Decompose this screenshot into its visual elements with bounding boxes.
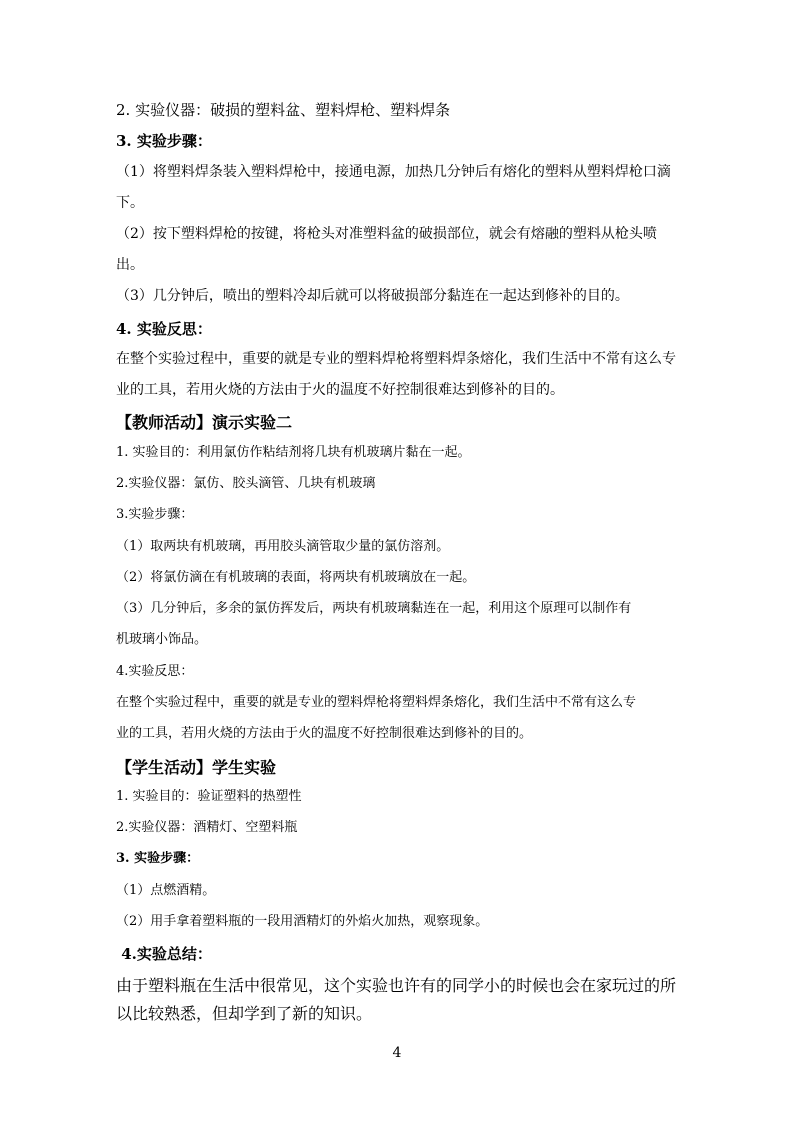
step-line: （2）将氯仿滴在有机玻璃的表面，将两块有机玻璃放在一起。 xyxy=(116,570,476,585)
page-number: 4 xyxy=(392,1045,402,1061)
purpose-line: 1. 实验目的：利用氯仿作粘结剂将几块有机玻璃片黏在一起。 xyxy=(116,445,471,460)
section-heading-student: 【学生活动】学生实验 xyxy=(116,758,277,777)
steps-heading: 3. 实验步骤： xyxy=(116,851,200,866)
equipment-line: 2. 实验仪器：破损的塑料盆、塑料焊枪、塑料焊条 xyxy=(116,101,451,119)
step-line: （2）用手拿着塑料瓶的一段用酒精灯的外焰火加热，观察现象。 xyxy=(116,914,489,929)
step-line: （1）取两块有机玻璃，再用胶头滴管取少量的氯仿溶剂。 xyxy=(116,539,450,554)
equipment-line: 2.实验仪器：酒精灯、空塑料瓶 xyxy=(116,820,298,835)
paragraph-line: 在整个实验过程中，重要的就是专业的塑料焊枪将塑料焊条熔化，我们生活中不常有这么专 xyxy=(116,351,676,367)
steps-heading: 3. 实验步骤： xyxy=(116,132,212,150)
paragraph-line: 业的工具，若用火烧的方法由于火的温度不好控制很难达到修补的目的。 xyxy=(116,382,564,398)
paragraph-line: 在整个实验过程中，重要的就是专业的塑料焊枪将塑料焊条熔化，我们生活中不常有这么专 xyxy=(116,695,637,710)
section-heading-teacher: 【教师活动】演示实验二 xyxy=(116,413,293,432)
step-line: （2）按下塑料焊枪的按键，将枪头对准塑料盆的破损部位，就会有熔融的塑料从枪头喷 xyxy=(116,226,657,242)
step-line: （1）点燃酒精。 xyxy=(116,883,216,898)
steps-heading: 3.实验步骤： xyxy=(116,507,194,522)
step-line: 出。 xyxy=(116,257,144,273)
paragraph-line: 业的工具，若用火烧的方法由于火的温度不好控制很难达到修补的目的。 xyxy=(116,726,533,741)
step-line: 机玻璃小饰品。 xyxy=(116,632,208,647)
step-line: （3）几分钟后，喷出的塑料冷却后就可以将破损部分黏连在一起达到修补的目的。 xyxy=(116,288,629,304)
paragraph-line: 由于塑料瓶在生活中很常见，这个实验也许有的同学小的时候也会在家玩过的所 xyxy=(116,976,677,995)
paragraph-line: 以比较熟悉，但却学到了新的知识。 xyxy=(116,1004,373,1023)
step-line: （3）几分钟后，多余的氯仿挥发后，两块有机玻璃黏连在一起，利用这个原理可以制作有 xyxy=(116,601,632,616)
purpose-line: 1. 实验目的：验证塑料的热塑性 xyxy=(116,789,302,804)
equipment-line: 2.实验仪器：氯仿、胶头滴管、几块有机玻璃 xyxy=(116,476,376,491)
reflection-heading: 4.实验反思： xyxy=(116,664,194,679)
step-line: （1）将塑料焊条装入塑料焊枪中，接通电源，加热几分钟后有熔化的塑料从塑料焊枪口滴 xyxy=(116,164,671,180)
reflection-heading: 4. 实验反思： xyxy=(116,320,212,338)
summary-heading: 4.实验总结： xyxy=(116,945,212,963)
step-line: 下。 xyxy=(116,195,144,211)
